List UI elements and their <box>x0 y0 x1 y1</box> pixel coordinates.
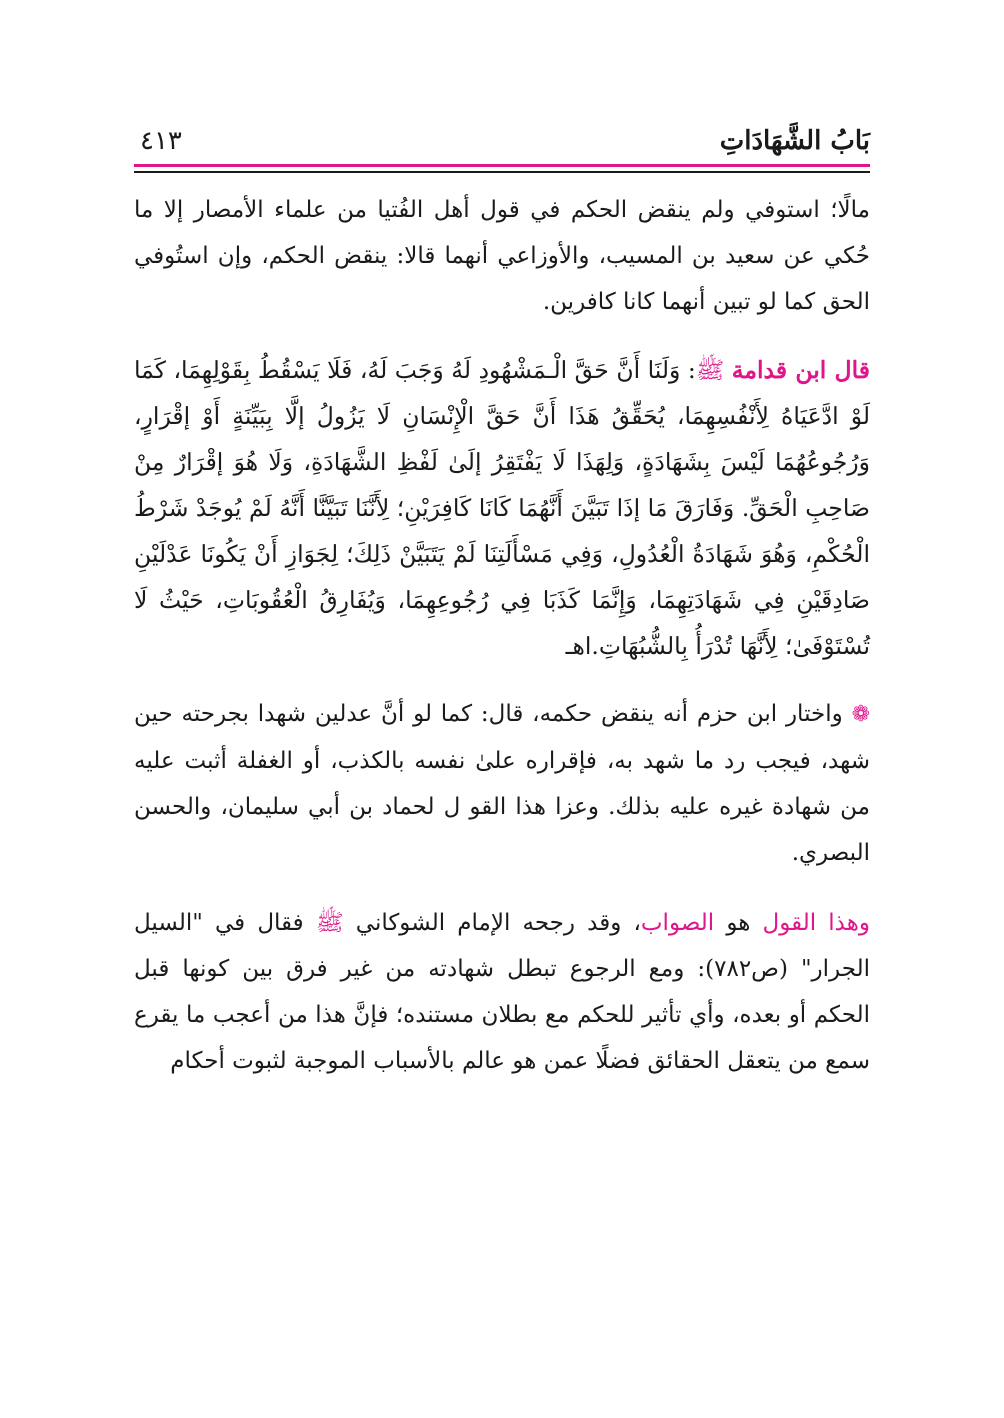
paragraph-4-text-b: فقال في "السيل الجرار" (ص٧٨٢): ومع الرجوع تبطل شهادته من غير فرق بين كونها قبل الحكم أو بعده، وأي تأثير للحكم مع بطلان مستنده؛ فإنَّ هذا من أعجب ما يقرع سمع من يتعقل الحقائق فضلًا عمن هو عالم بالأسباب الموجبة لثبوت أحكام <box>134 910 870 1074</box>
paragraph-1 <box>134 187 870 325</box>
page-header <box>134 112 870 164</box>
paragraph-2-quote <box>134 347 870 669</box>
paragraph-4-text-a: ، وقد رجحه الإمام الشوكاني <box>355 910 641 936</box>
book-page <box>134 112 870 1084</box>
honorific-mark-2: ﷺ <box>315 910 344 936</box>
conclusion-connector: هو <box>714 910 763 936</box>
quote-source-label: قال ابن قدامة <box>731 356 870 384</box>
quote-text: : وَلَنَا أَنَّ حَقَّ الْـمَشْهُودِ لَهُ وَجَبَ لَهُ، فَلَا يَسْقُطُ بِقَوْلِهِمَا، كَمَا لَوْ ادَّعَيَاهُ لِأَنْفُسِهِمَا، يُحَقِّقُ هَذَا أَنَّ حَقَّ الْإِنْسَانِ لَا يَزُولُ إلَّا بِبَيِّنَةٍ أَوْ إقْرَارٍ، وَرُجُوعُهُمَا لَيْسَ بِشَهَادَةٍ، وَلِهَذَا لَا يَفْتَقِرُ إلَىٰ لَفْظِ الشَّهَادَةِ، وَلَا هُوَ إقْرَارٌ مِنْ صَاحِبِ الْحَقِّ. وَفَارَقَ مَا إذَا تَبَيَّنَ أَنَّهُمَا كَانَا كَافِرَيْنِ؛ لِأَنَّنَا تَبَيَّنَّا أَنَّهُ لَمْ يُوجَدْ شَرْطُ الْحُكْمِ، وَهُوَ شَهَادَةُ الْعُدُولِ، وَفِي مَسْأَلَتِنَا لَمْ يَتَبَيَّنْ ذَلِكَ؛ لِجَوَازِ أَنْ يَكُونَا عَدْلَيْنِ صَادِقَيْنِ فِي شَهَادَتِهِمَا، وَإِنَّمَا كَذَبَا فِي رُجُوعِهِمَا، وَيُفَارِقُ الْعُقُوبَاتِ، حَيْثُ لَا تُسْتَوْفَىٰ؛ لِأَنَّهَا تُدْرَأُ بِالشُّبُهَاتِ.اهـ <box>134 356 870 660</box>
paragraph-4 <box>134 900 870 1084</box>
conclusion-highlight: الصواب <box>640 910 715 936</box>
paragraph-1-text: مالًا؛ استوفي ولم ينقض الحكم في قول أهل الفُتيا من علماء الأمصار إلا ما حُكي عن سعيد بن المسيب، والأوزاعي أنهما قالا: ينقض الحكم، وإن استُوفي الحق كما لو تبين أنهما كانا كافرين. <box>134 197 870 315</box>
flower-bullet-icon: ❁ <box>851 702 870 727</box>
header-rule-accent <box>134 164 870 167</box>
honorific-mark: ﷺ <box>695 356 725 384</box>
conclusion-lead: وهذا القول <box>762 910 870 936</box>
header-rule-dark <box>134 171 870 173</box>
page-number: ٤١٣ <box>140 126 182 156</box>
paragraph-3-text: واختار ابن حزم أنه ينقض حكمه، قال: كما لو أنَّ عدلين شهدا بجرحته حين شهد، فيجب رد ما شهد به، فإقراره علىٰ نفسه بالكذب، أو الغفلة أثبت عليه من شهادة غيره عليه بذلك. وعزا هذا القو ل لحماد بن أبي سليمان، والحسن البصري. <box>134 701 870 866</box>
chapter-title: بَابُ الشَّهَادَاتِ <box>719 126 870 156</box>
paragraph-3 <box>134 691 870 876</box>
